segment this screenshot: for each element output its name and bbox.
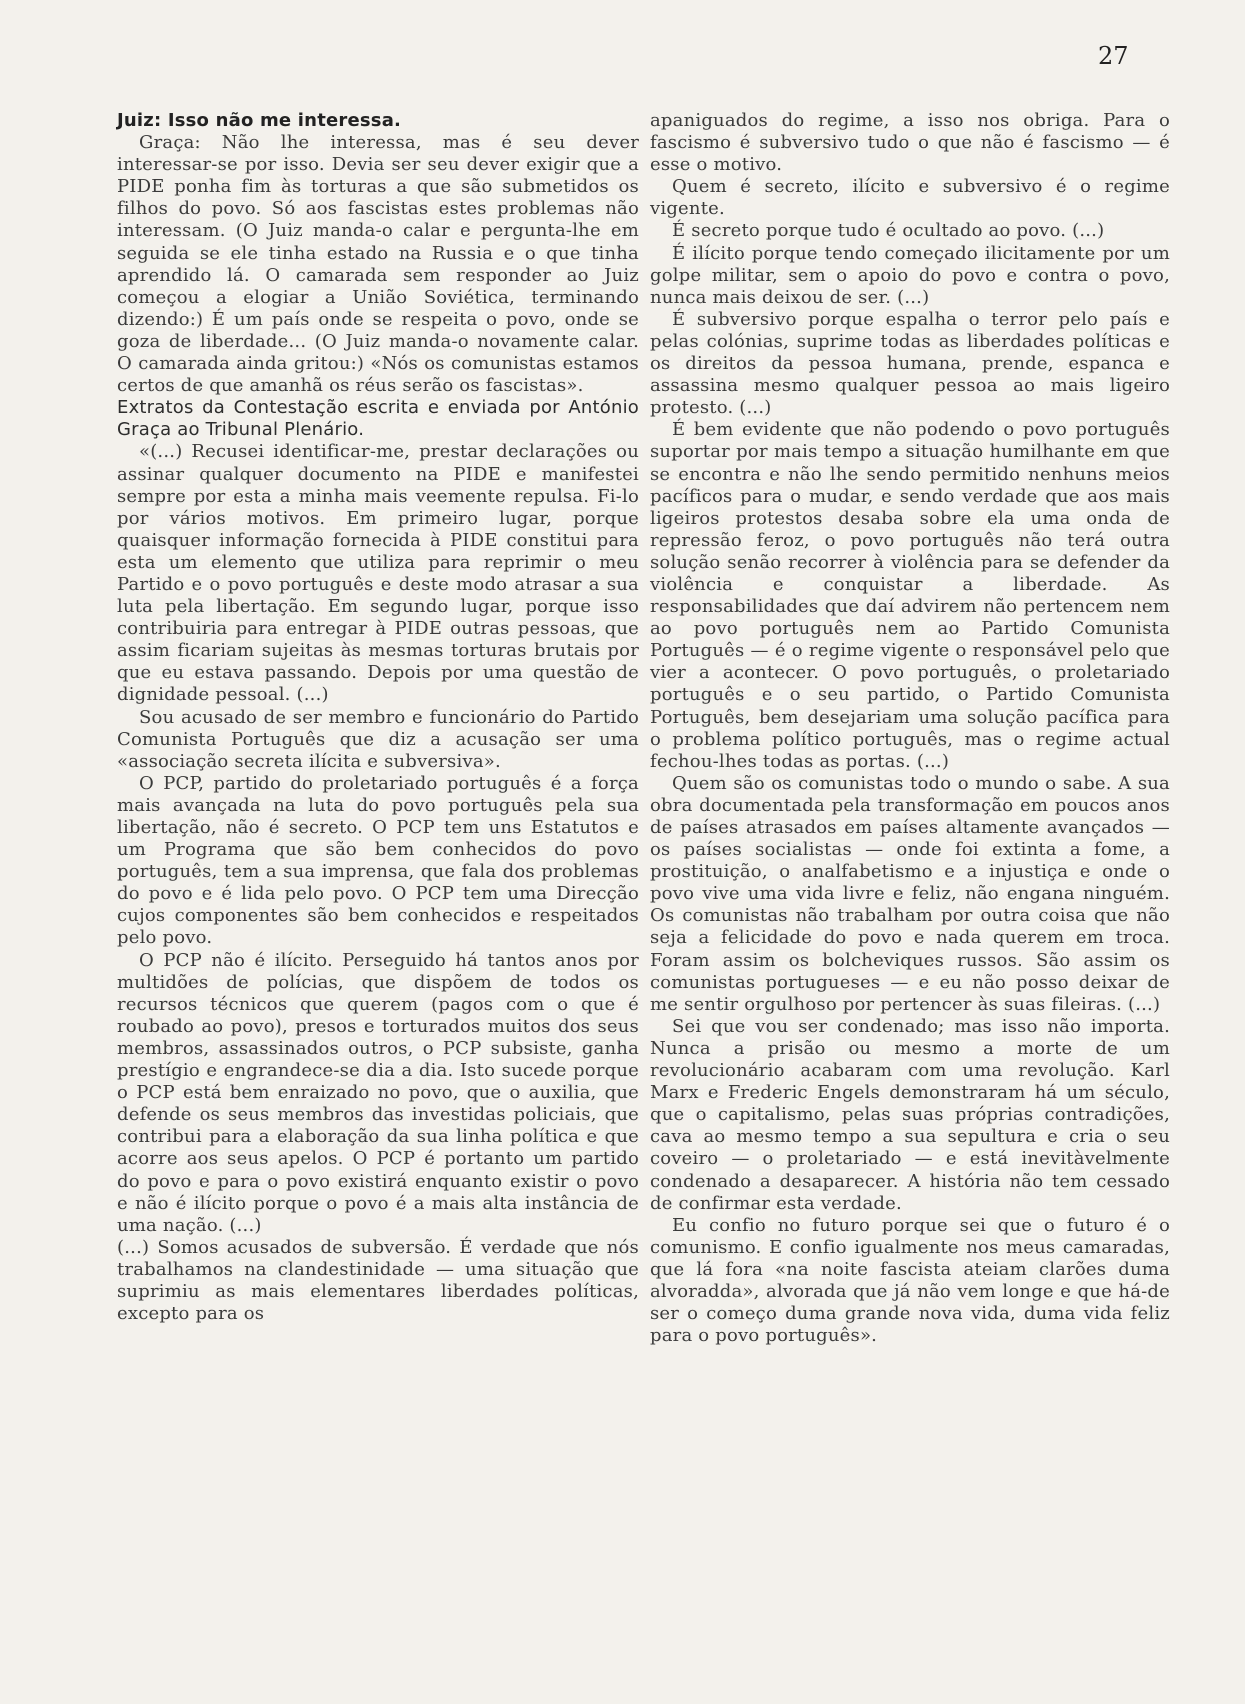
paragraph-subversive: É subversivo porque espalha o terror pelo país e pelas colónias, suprime todas as liberdades políticas e os direitos da pessoa humana, prende, espanca e assassina mesmo qualquer pessoa ao mais ligeiro protesto. (...) [650,308,1170,419]
paragraph-subversion: (...) Somos acusados de subversão. É verdade que nós trabalhamos na clandestinidade — uma situação que suprimiu as mais elementares liberdades políticas, excepto para os [117,1236,639,1325]
page-number: 27 [1098,42,1129,70]
paragraph-graca-reply: Graça: Não lhe interessa, mas é seu dever interessar-se por isso. Devia ser seu dever exigir que a PIDE ponha fim às torturas a que são submetidos os filhos do povo. Só aos fascistas estes problemas não interessam. (O Juiz manda-o calar e pergunta-lhe em seguida se ele tinha estado na Russia e o que tinha aprendido lá. O camarada sem responder ao Juiz começou a elogiar a União Soviética, terminando dizendo:) É um país onde se respeita o povo, onde se goza de liberdade... (O Juiz manda-o novamente calar. O camarada ainda gritou:) «Nós os comunistas estamos certos de que amanhã os réus serão os fascistas». [117,132,639,397]
paragraph-condemned: Sei que vou ser condenado; mas isso não importa. Nunca a prisão ou mesmo a morte de um revolucionário acabaram com uma revolução. Karl Marx e Frederic Engels demonstraram há um século, que o capitalismo, pelas suas próprias contradições, cava ao mesmo tempo a sua sepultura e cria o seu coveiro — o proletariado — e está inevitàvelmente condenado a desaparecer. A história não tem cessado de confirmar esta verdade. [650,1015,1170,1214]
paragraph-pcp-not-secret: O PCP, partido do proletariado português é a força mais avançada na luta do povo português pela sua libertação, não é secreto. O PCP tem uns Estatutos e um Programa que são bem conhecidos do povo português, tem a sua imprensa, que fala dos problemas do povo e é lida pelo povo. O PCP tem uma Direcção cujos componentes são bem conhecidos e respeitados pelo povo. [117,772,639,949]
paragraph-accused-member: Sou acusado de ser membro e funcionário do Partido Comunista Português que diz a acusação ser uma «associação secreta ilícita e subversiva». [117,706,639,772]
paragraph-violence: É bem evidente que não podendo o povo português suportar por mais tempo a situação humilhante em que se encontra e não lhe sendo permitido nenhuns meios pacíficos para o mudar, e sendo verdade que aos mais ligeiros protestos desaba sobre ela uma onda de repressão feroz, o povo português não terá outra solução senão recorrer à violência para se defender da violência e conquistar a liberdade. As responsabilidades que daí advirem não pertencem nem ao povo português nem ao Partido Comunista Português — é o regime vigente o responsável pelo que vier a acontecer. O povo português, o proletariado português e o seu partido, o Partido Comunista Português, bem desejariam uma solução pacífica para o problema político português, mas o regime actual fechou-lhes todas as portas. (...) [650,419,1170,772]
paragraph-illicit: É ilícito porque tendo começado ilicitamente por um golpe militar, sem o apoio do povo e contra o povo, nunca mais deixou de ser. (...) [650,242,1170,308]
paragraph-continuation: apaniguados do regime, a isso nos obriga. Para o fascismo é subversivo tudo o que não é fascismo — é esse o motivo. [650,110,1170,176]
paragraph-future: Eu confio no futuro porque sei que o futuro é o comunismo. E confio igualmente nos meus camaradas, que lá fora «na noite fascista ateiam clarões duma alvoradda», alvorada que já não vem longe e que há-de ser o começo duma grande nova vida, duma vida feliz para o povo português». [650,1214,1170,1347]
section-heading-extracts: Extratos da Contestação escrita e enviada por António Graça ao Tribunal Plenário. [117,397,639,441]
paragraph-regime-secret: Quem é secreto, ilícito e subversivo é o regime vigente. [650,176,1170,220]
paragraph-judge-line: Juiz: Isso não me interessa. [117,110,402,131]
paragraph-pcp-not-illicit: O PCP não é ilícito. Perseguido há tantos anos por multidões de polícias, que dispõem de todos os recursos técnicos que querem (pagos com o que é roubado ao povo), presos e torturados muitos dos seus membros, assassinados outros, o PCP subsiste, ganha prestígio e engrandece-se dia a dia. Isto sucede porque o PCP está bem enraizado no povo, que o auxilia, que defende os seus membros das investidas policiais, que contribui para a elaboração da sua linha política e que acorre aos seus apelos. O PCP é portanto um partido do povo e para o povo existirá enquanto existir o povo e não é ilícito porque o povo é a mais alta instância de uma nação. (...) [117,949,639,1236]
paragraph-communists: Quem são os comunistas todo o mundo o sabe. A sua obra documentada pela transformação em poucos anos de países atrasados em países altamente avançados — os países socialistas — onde foi extinta a fome, a prostituição, o analfabetismo e a injustiça e onde o povo vive uma vida livre e feliz, não engana ninguém. Os comunistas não trabalham por outra coisa que não seja a felicidade do povo e nada querem em troca. Foram assim os bolcheviques russos. São assim os comunistas portugueses — e eu não posso deixar de me sentir orgulhoso por pertencer às suas fileiras. (...) [650,772,1170,1015]
paragraph-secret: É secreto porque tudo é ocultado ao povo. (...) [672,220,1105,242]
left-column [117,110,639,1325]
paragraph-refusal: «(...) Recusei identificar-me, prestar declarações ou assinar qualquer documento na PIDE e manifestei sempre por esta a minha mais veemente repulsa. Fi-lo por vários motivos. Em primeiro lugar, porque quaisquer informação fornecida à PIDE constitui para esta um elemento que utiliza para reprimir o meu Partido e o povo português e deste modo atrasar a sua luta pela libertação. Em segundo lugar, porque isso contribuiria para entregar à PIDE outras pessoas, que assim ficariam sujeitas às mesmas torturas brutais por que eu estava passando. Depois por uma questão de dignidade pessoal. (...) [117,441,639,706]
right-column [650,110,1170,1347]
